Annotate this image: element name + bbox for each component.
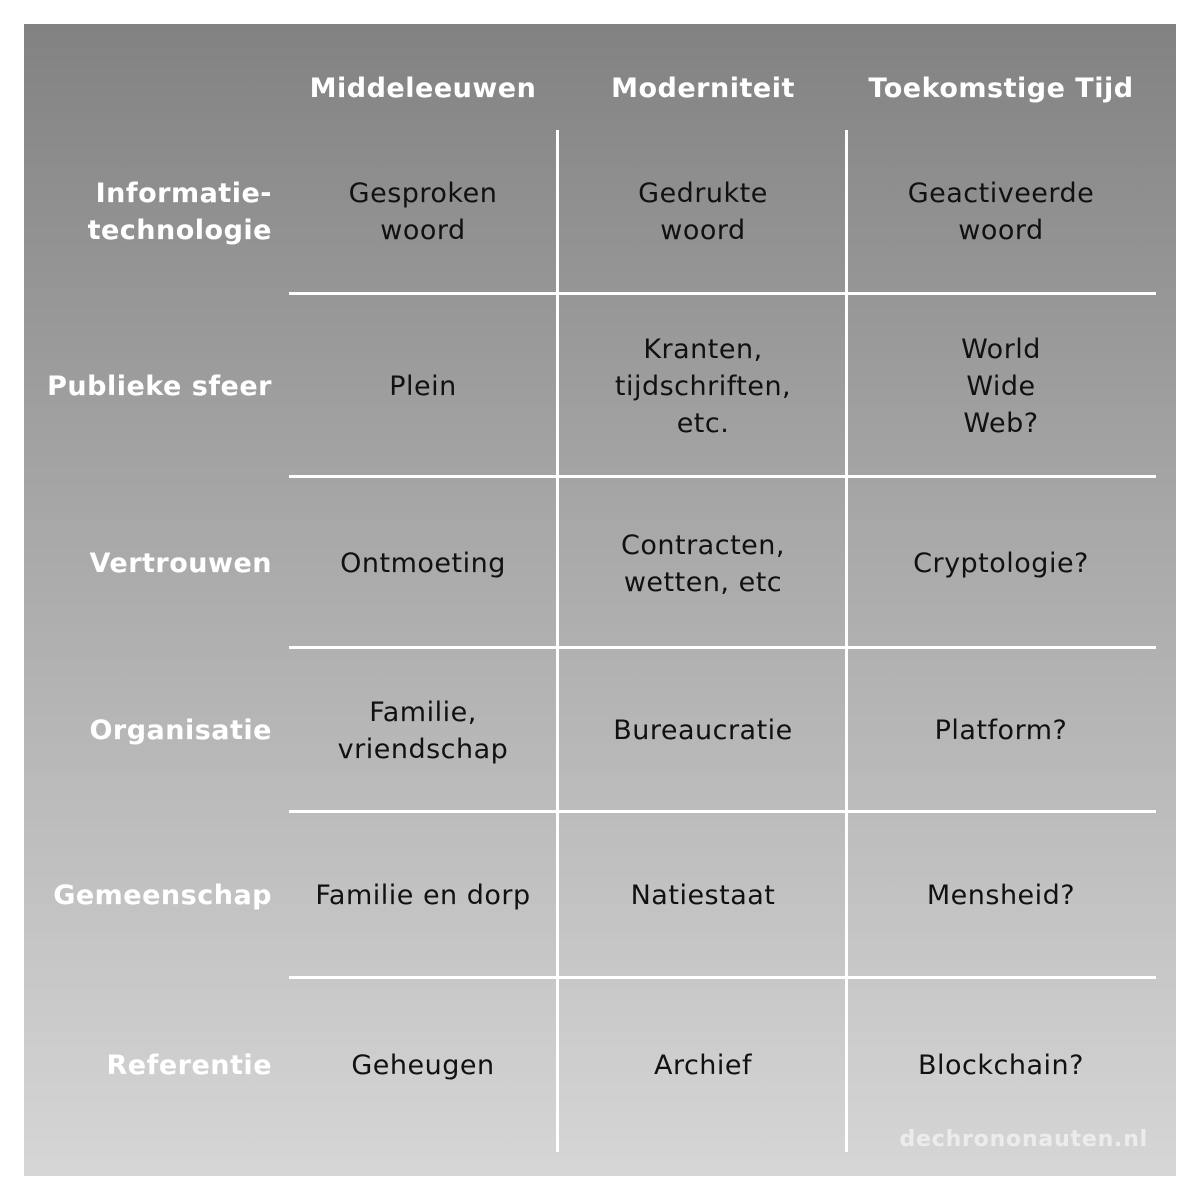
table-cell: Mensheid? (926, 880, 1076, 911)
table-cell: Ontmoeting (340, 548, 506, 579)
table-cell: Familie, vriendschap (337, 697, 509, 765)
table-cell: Geactiveerde woord (907, 178, 1095, 246)
grid-line-vertical-2 (845, 130, 848, 1152)
grid-line-horizontal-2 (289, 475, 1156, 478)
grid-line-horizontal-5 (289, 976, 1156, 979)
table-cell: Geheugen (351, 1050, 495, 1081)
column-header-moderniteit: Moderniteit (611, 73, 795, 104)
row-header-vertrouwen: Vertrouwen (89, 548, 272, 579)
column-header-toekomstige-tijd: Toekomstige Tijd (868, 73, 1134, 104)
column-header-middeleeuwen: Middeleeuwen (309, 73, 537, 104)
table-cell: Archief (653, 1050, 753, 1081)
table-cell: Plein (389, 371, 457, 402)
row-header-informatietechnologie: Informatie- technologie (87, 178, 272, 246)
table-cell: World Wide Web? (961, 334, 1041, 439)
row-header-publieke-sfeer: Publieke sfeer (47, 371, 272, 402)
row-header-organisatie: Organisatie (89, 715, 272, 746)
table-cell: Gesproken woord (348, 178, 498, 246)
table-cell: Bureaucratie (613, 715, 793, 746)
table-cell: Cryptologie? (913, 548, 1089, 579)
grid-line-horizontal-1 (289, 292, 1156, 295)
table-cell: Natiestaat (630, 880, 776, 911)
table-cell: Kranten, tijdschriften, etc. (614, 334, 792, 439)
table-cell: Blockchain? (918, 1050, 1084, 1081)
grid-line-horizontal-3 (289, 646, 1156, 649)
row-header-gemeenschap: Gemeenschap (53, 880, 272, 911)
table-cell: Platform? (934, 715, 1068, 746)
row-header-referentie: Referentie (106, 1050, 272, 1081)
watermark: dechrononauten.nl (899, 1127, 1148, 1152)
grid-line-horizontal-4 (289, 810, 1156, 813)
table-cell: Contracten, wetten, etc (621, 530, 785, 598)
table-cell: Gedrukte woord (638, 178, 768, 246)
table-cell: Familie en dorp (315, 880, 531, 911)
grid-line-vertical-1 (556, 130, 559, 1152)
